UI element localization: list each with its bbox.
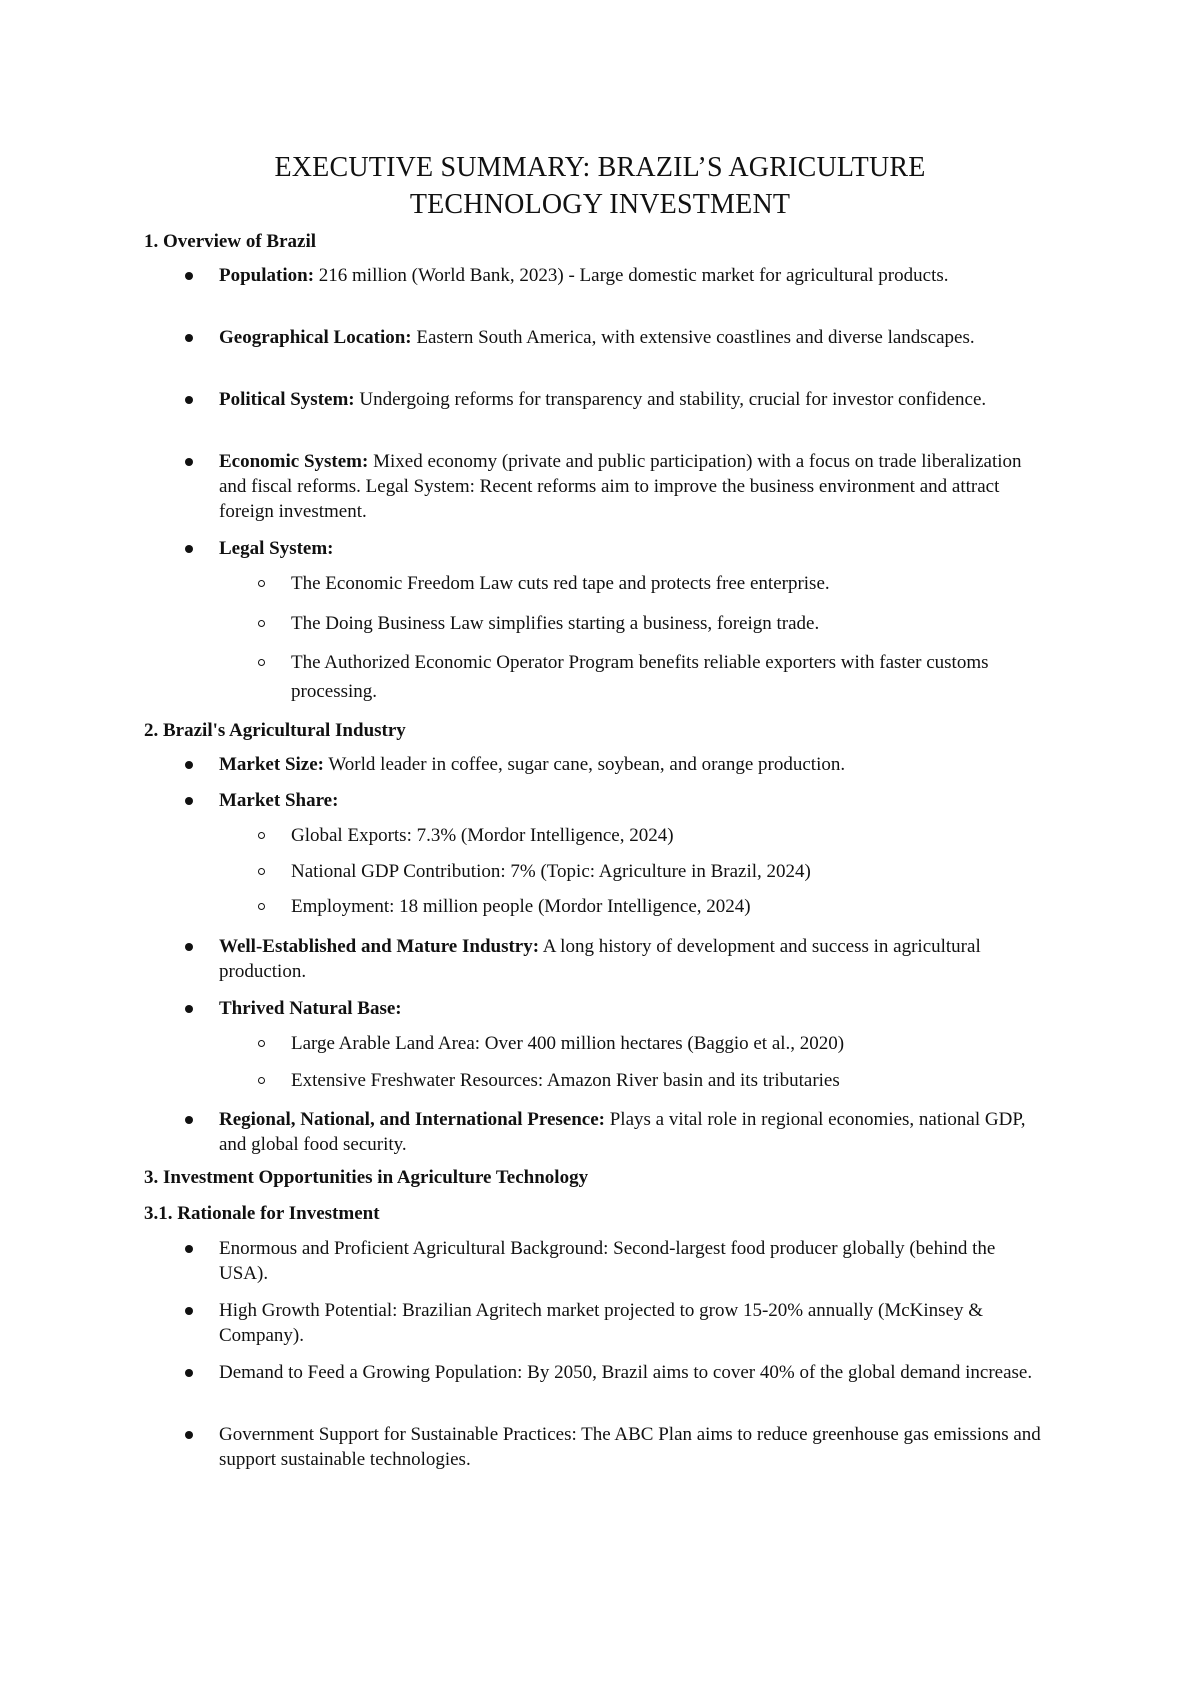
list-item-government-support: Government Support for Sustainable Practices: The ABC Plan aims to reduce greenhouse gas emissions and support sustainable technologies. <box>219 1424 1041 1470</box>
item-text: 216 million (World Bank, 2023) - Large domestic market for agricultural products. <box>314 265 949 286</box>
sub-item-economic-freedom-law: The Economic Freedom Law cuts red tape and protects free enterprise. <box>291 573 830 594</box>
sub-item-global-exports: Global Exports: 7.3% (Mordor Intelligence, 2024) <box>291 825 674 846</box>
item-label: Market Share: <box>219 790 339 811</box>
list-item-mature-industry <box>219 934 1049 984</box>
section-2-heading: 2. Brazil's Agricultural Industry <box>144 720 406 741</box>
section-3-heading: 3. Investment Opportunities in Agriculture Technology <box>144 1167 589 1188</box>
list-item-legal-system <box>219 536 1049 561</box>
bullet-icon <box>185 943 193 951</box>
item-label: Well-Established and Mature Industry: <box>219 936 540 957</box>
item-text: Mixed economy (private and public participation) with a focus on trade liberalization and fiscal reforms. Legal System: Recent reforms aim to improve the business environment and attract foreign investment. <box>219 451 1022 522</box>
list-item-population <box>219 263 1049 288</box>
circle-bullet-icon <box>258 903 265 910</box>
item-label: Legal System: <box>219 538 334 559</box>
circle-bullet-icon <box>258 659 265 666</box>
sub-item-arable-land: Large Arable Land Area: Over 400 million hectares (Baggio et al., 2020) <box>291 1033 845 1054</box>
bullet-icon <box>185 761 193 769</box>
sub-item-gdp-contribution: National GDP Contribution: 7% (Topic: Agriculture in Brazil, 2024) <box>291 861 811 882</box>
circle-bullet-icon <box>258 868 265 875</box>
sub-item-freshwater: Extensive Freshwater Resources: Amazon River basin and its tributaries <box>291 1070 840 1091</box>
bullet-icon <box>185 545 193 553</box>
list-item-market-size <box>219 752 1049 777</box>
circle-bullet-icon <box>258 1040 265 1047</box>
item-label: Political System: <box>219 389 355 410</box>
title-line-1: EXECUTIVE SUMMARY: BRAZIL’S AGRICULTURE <box>274 152 926 183</box>
list-item-economic-system <box>219 449 1049 524</box>
circle-bullet-icon <box>258 832 265 839</box>
item-label: Market Size: <box>219 754 324 775</box>
bullet-icon <box>185 1245 193 1253</box>
section-1-heading: 1. Overview of Brazil <box>144 231 317 252</box>
item-text: A long history of development and success in agricultural production. <box>219 936 981 982</box>
bullet-icon <box>185 1116 193 1124</box>
bullet-icon <box>185 797 193 805</box>
item-text: Eastern South America, with extensive coastlines and diverse landscapes. <box>411 327 975 348</box>
bullet-icon <box>185 272 193 280</box>
bullet-icon <box>185 1307 193 1315</box>
item-label: Population: <box>219 265 315 286</box>
list-item-natural-base <box>219 996 1049 1021</box>
item-label: Thrived Natural Base: <box>219 998 402 1019</box>
bullet-icon <box>185 1005 193 1013</box>
bullet-icon <box>185 458 193 466</box>
item-text: Undergoing reforms for transparency and stability, crucial for investor confidence. <box>354 389 987 410</box>
sub-item-employment: Employment: 18 million people (Mordor Intelligence, 2024) <box>291 896 751 917</box>
item-text: Plays a vital role in regional economies, national GDP, and global food security. <box>219 1109 1026 1155</box>
circle-bullet-icon <box>258 1077 265 1084</box>
list-item-geography <box>219 325 1049 350</box>
item-text: World leader in coffee, sugar cane, soybean, and orange production. <box>323 754 846 775</box>
sub-item-doing-business-law: The Doing Business Law simplifies starting a business, foreign trade. <box>291 613 820 634</box>
bullet-icon <box>185 334 193 342</box>
list-item-presence <box>219 1107 1049 1157</box>
list-item-growth-potential: High Growth Potential: Brazilian Agritech market projected to grow 15-20% annually (McKinsey & Company). <box>219 1300 984 1346</box>
bullet-icon <box>185 1431 193 1439</box>
title-line-2: TECHNOLOGY INVESTMENT <box>409 189 791 220</box>
circle-bullet-icon <box>258 580 265 587</box>
list-item-political-system <box>219 387 1049 412</box>
list-item-agricultural-background: Enormous and Proficient Agricultural Background: Second-largest food producer globally (behind the USA). <box>219 1238 996 1284</box>
bullet-icon <box>185 1369 193 1377</box>
item-label: Geographical Location: <box>219 327 412 348</box>
bullet-icon <box>185 396 193 404</box>
circle-bullet-icon <box>258 620 265 627</box>
item-label: Economic System: <box>219 451 369 472</box>
list-item-population-demand: Demand to Feed a Growing Population: By 2050, Brazil aims to cover 40% of the global demand increase. <box>219 1362 1033 1383</box>
section-3-1-heading: 3.1. Rationale for Investment <box>144 1203 380 1224</box>
page-title <box>0 149 1200 223</box>
list-item-market-share <box>219 788 1049 813</box>
item-label: Regional, National, and International Presence: <box>219 1109 605 1130</box>
sub-item-aeo-program: The Authorized Economic Operator Program benefits reliable exporters with faster customs processing. <box>291 652 989 702</box>
